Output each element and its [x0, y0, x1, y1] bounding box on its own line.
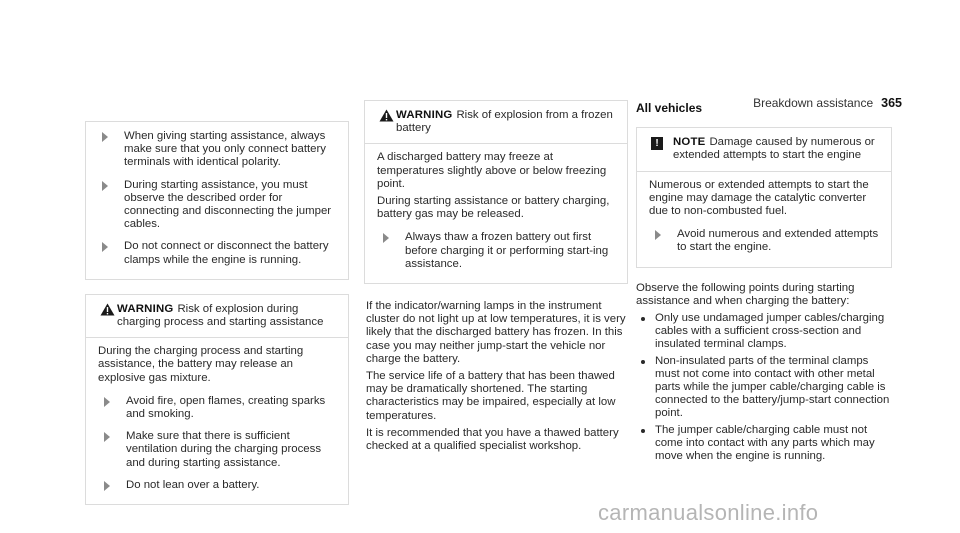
notice-keyword: NOTE [673, 136, 706, 149]
warning-box-frozen-battery [364, 100, 628, 284]
warning-keyword: WARNING [396, 109, 453, 121]
warning-triangle-icon [98, 303, 117, 316]
step-item: When giving starting assistance, always make sure that you only connect battery terminals with identical polarity. [96, 130, 338, 170]
notice-text: Numerous or extended attempts to start the engine may damage the catalytic converter due to non-combusted fuel. [649, 178, 869, 218]
step-item: Make sure that there is sufficient ventilation during the charging process and during starting assistance. [98, 430, 338, 470]
paragraph: If the indicator/warning lamps in the instrument cluster do not light up at low temperatures, it is very likely that the discharged battery has frozen. In this case you may neither jump-start the vehicle nor charge the battery. [366, 300, 626, 365]
warning-box-explosion-charging [85, 294, 349, 505]
warning-header [86, 295, 348, 338]
warning-body [365, 144, 627, 283]
arrow-right-icon [104, 397, 116, 407]
list-item: The jumper cable/charging cable must not come into contact with any parts which may move when the engine is running. [636, 424, 892, 464]
notice-icon: ! [651, 137, 663, 150]
notice-title: Damage caused by numerous or extended attempts to start the engine [673, 136, 875, 162]
step-item: Do not connect or disconnect the battery clamps while the engine is running. [96, 240, 338, 266]
bullet-icon [641, 429, 645, 433]
step-item: Avoid fire, open flames, creating sparks and smoking. [98, 395, 338, 421]
section-heading: All vehicles [636, 101, 703, 115]
arrow-right-icon [104, 432, 116, 442]
arrow-right-icon [104, 481, 116, 491]
warning-title: Risk of explosion during charging process and starting assistance [117, 302, 324, 329]
section-title: Breakdown assistance [753, 96, 874, 110]
step-item: Avoid numerous and extended attempts to start the engine. [649, 228, 881, 254]
notice-box [636, 127, 892, 267]
bullet-icon [641, 317, 645, 321]
warning-text: During starting assistance or battery charging, battery gas may be released. [377, 195, 610, 221]
watermark: carmanualsonline.info [598, 500, 819, 525]
arrow-right-icon [383, 233, 395, 243]
arrow-right-icon [102, 242, 114, 252]
paragraph: The service life of a battery that has been thawed may be dramatically shortened. The starting characteristics may be impaired, especially at low temperatures. [366, 370, 616, 422]
arrow-right-icon [102, 181, 114, 191]
intro-text: Observe the following points during starting assistance and when charging the battery: [636, 281, 855, 307]
warning-body [86, 338, 348, 504]
arrow-right-icon [655, 230, 667, 240]
list-item: Only use undamaged jumper cables/charging cables with a sufficient cross-section and insulated terminal clamps. [636, 312, 892, 352]
warning-triangle-icon [377, 109, 396, 122]
steps-box [85, 121, 349, 280]
page-number: 365 [881, 96, 902, 110]
notice-header [637, 128, 891, 171]
warning-title: Risk of explosion from a frozen battery [396, 109, 613, 135]
list-item: Non-insulated parts of the terminal clamps must not come into contact with other metal parts while the jumper cable/charging cable is connected to the battery/jump-start connection point. [636, 355, 892, 421]
step-item: Always thaw a frozen battery out first before charging it or performing start-ing assistance. [377, 231, 617, 271]
step-item: During starting assistance, you must observe the described order for connecting and disconnecting the jumper cables. [96, 179, 338, 232]
column-2 [364, 100, 628, 456]
paragraph: It is recommended that you have a thawed battery checked at a qualified specialist workshop. [366, 426, 619, 453]
step-item: Do not lean over a battery. [98, 479, 338, 492]
body-text [364, 300, 628, 453]
notice-body [637, 172, 891, 267]
column-3 [636, 102, 892, 463]
warning-text: A discharged battery may freeze at temperatures slightly above or below freezing point. [377, 151, 607, 190]
warning-text: During the charging process and starting assistance, the battery may release an explosive gas mixture. [98, 345, 304, 384]
warning-header [365, 101, 627, 144]
column-1 [85, 121, 349, 505]
bullet-icon [641, 360, 645, 364]
warning-keyword: WARNING [117, 302, 174, 315]
arrow-right-icon [102, 132, 114, 142]
